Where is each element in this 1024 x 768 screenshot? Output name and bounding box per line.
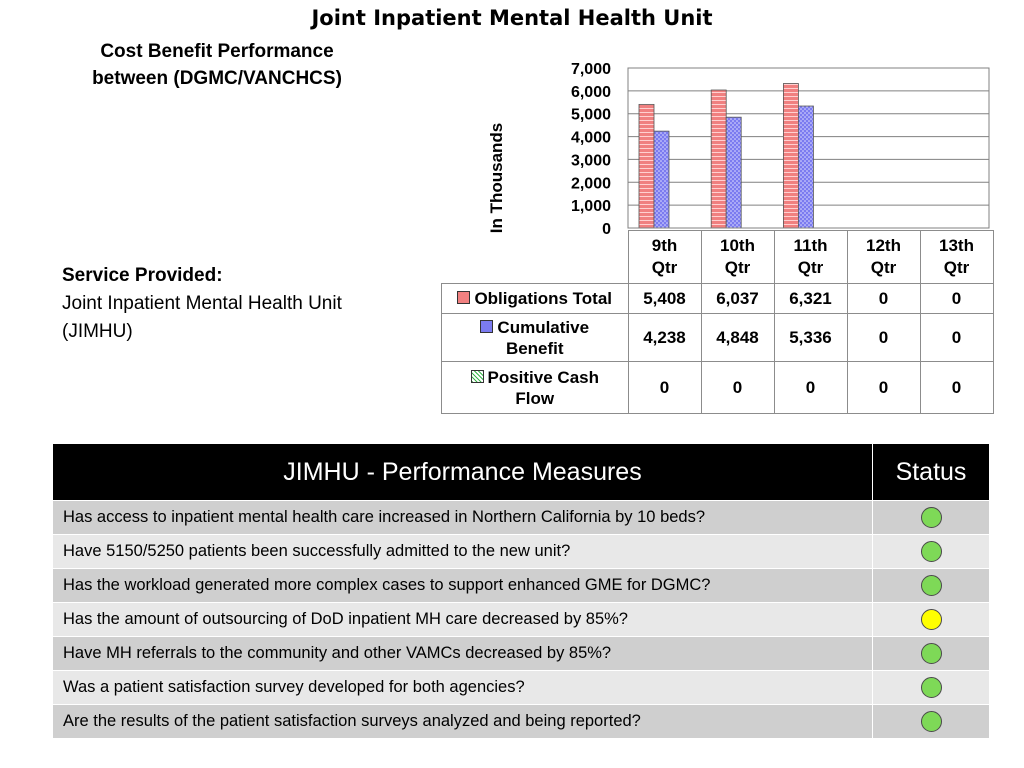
- data-label: 4,238: [628, 314, 701, 362]
- category-row: [442, 231, 994, 284]
- green-status-indicator-icon: [921, 541, 942, 562]
- measures-header: JIMHU - Performance Measures: [53, 444, 873, 501]
- x-tick-label-line: 12th: [866, 236, 901, 255]
- legend-swatch: [457, 291, 470, 304]
- status-header: Status: [873, 444, 990, 501]
- data-label: 0: [701, 362, 774, 414]
- data-label: 5,336: [774, 314, 847, 362]
- measure-text: Have MH referrals to the community and other VAMCs decreased by 85%?: [53, 637, 873, 671]
- page-title: Joint Inpatient Mental Health Unit: [311, 6, 713, 30]
- measure-text: Has the amount of outsourcing of DoD inpatient MH care decreased by 85%?: [53, 603, 873, 637]
- bar-obligations-total: [639, 104, 654, 228]
- bar-cumulative-benefit: [798, 106, 813, 228]
- measure-row: [53, 535, 990, 569]
- data-label: 0: [847, 314, 920, 362]
- data-label: 0: [920, 314, 993, 362]
- bar-obligations-total: [711, 90, 726, 228]
- measure-text: Are the results of the patient satisfaction surveys analyzed and being reported?: [53, 705, 873, 739]
- x-tick-label: [920, 231, 993, 284]
- y-tick-label: 2,000: [570, 175, 611, 193]
- data-label: 5,408: [628, 284, 701, 314]
- measure-text: Have 5150/5250 patients been successfully admitted to the new unit?: [53, 535, 873, 569]
- measure-row: [53, 603, 990, 637]
- status-cell: [873, 569, 990, 603]
- x-tick-label-line: Qtr: [943, 258, 970, 277]
- y-tick-label: 4,000: [570, 129, 611, 147]
- legend-swatch: [471, 370, 484, 383]
- service-provided: [62, 262, 422, 346]
- data-label: 0: [847, 284, 920, 314]
- y-tick-label: 5,000: [570, 106, 611, 124]
- green-status-indicator-icon: [921, 677, 942, 698]
- x-tick-label: [628, 231, 701, 284]
- status-cell: [873, 705, 990, 739]
- x-tick-label-line: 11th: [793, 236, 828, 255]
- x-tick-label-line: Qtr: [724, 258, 751, 277]
- y-tick-label: 6,000: [570, 83, 611, 101]
- legend-swatch: [480, 320, 493, 333]
- x-tick-label: [847, 231, 920, 284]
- bar-cumulative-benefit: [654, 131, 669, 228]
- data-label: 6,321: [774, 284, 847, 314]
- subtitle-line-2: between (DGMC/VANCHCS): [92, 68, 342, 89]
- cost-benefit-subtitle: [52, 38, 382, 92]
- series-row: [442, 362, 994, 414]
- bar-obligations-total: [783, 84, 798, 228]
- series-row: [442, 284, 994, 314]
- corner-cell: [442, 231, 629, 284]
- subtitle-line-1: Cost Benefit Performance: [100, 41, 334, 62]
- measure-text: Has the workload generated more complex cases to support enhanced GME for DGMC?: [53, 569, 873, 603]
- measure-row: [53, 569, 990, 603]
- green-status-indicator-icon: [921, 643, 942, 664]
- status-cell: [873, 603, 990, 637]
- chart-data-table: [441, 230, 994, 414]
- x-tick-label-line: 13th: [939, 236, 974, 255]
- x-tick-label: [774, 231, 847, 284]
- y-tick-label: 1,000: [570, 198, 611, 216]
- x-tick-label-line: Qtr: [651, 258, 678, 277]
- green-status-indicator-icon: [921, 507, 942, 528]
- data-label: 0: [920, 284, 993, 314]
- bar-chart: [440, 56, 1000, 236]
- measure-row: [53, 501, 990, 535]
- x-tick-label-line: 10th: [720, 236, 755, 255]
- data-label: 0: [847, 362, 920, 414]
- legend-entry: [442, 314, 629, 362]
- measure-text: Was a patient satisfaction survey developed for both agencies?: [53, 671, 873, 705]
- measure-row: [53, 671, 990, 705]
- green-status-indicator-icon: [921, 575, 942, 596]
- y-tick-label: 7,000: [570, 61, 611, 78]
- x-tick-label: [701, 231, 774, 284]
- data-label: 4,848: [701, 314, 774, 362]
- x-tick-label-line: Qtr: [797, 258, 824, 277]
- series-row: [442, 314, 994, 362]
- legend-label: Obligations Total: [474, 289, 613, 308]
- measure-text: Has access to inpatient mental health care increased in Northern California by 10 beds?: [53, 501, 873, 535]
- data-label: 0: [920, 362, 993, 414]
- y-tick-label: 3,000: [570, 152, 611, 170]
- x-tick-label-line: Qtr: [870, 258, 897, 277]
- measure-row: [53, 637, 990, 671]
- measure-row: [53, 705, 990, 739]
- legend-entry: [442, 362, 629, 414]
- data-label: 6,037: [701, 284, 774, 314]
- data-label: 0: [774, 362, 847, 414]
- legend-label: Flow: [515, 388, 555, 408]
- y-tick-label: 0: [602, 221, 611, 236]
- legend-label: Cumulative: [497, 317, 590, 337]
- service-line-1: Joint Inpatient Mental Health Unit: [62, 293, 342, 314]
- x-tick-label-line: 9th: [651, 236, 678, 255]
- performance-measures-table: [52, 443, 990, 739]
- status-cell: [873, 671, 990, 705]
- service-line-2: (JIMHU): [62, 321, 133, 342]
- status-cell: [873, 501, 990, 535]
- legend-entry: [442, 284, 629, 314]
- status-cell: [873, 637, 990, 671]
- green-status-indicator-icon: [921, 711, 942, 732]
- measures-header-row: [53, 444, 990, 501]
- y-axis-label: In Thousands: [487, 122, 506, 234]
- bar-cumulative-benefit: [726, 117, 741, 228]
- legend-label: Benefit: [505, 338, 564, 358]
- status-cell: [873, 535, 990, 569]
- service-heading: Service Provided:: [62, 265, 223, 286]
- legend-label: Positive Cash: [487, 367, 599, 387]
- data-label: 0: [628, 362, 701, 414]
- yellow-status-indicator-icon: [921, 609, 942, 630]
